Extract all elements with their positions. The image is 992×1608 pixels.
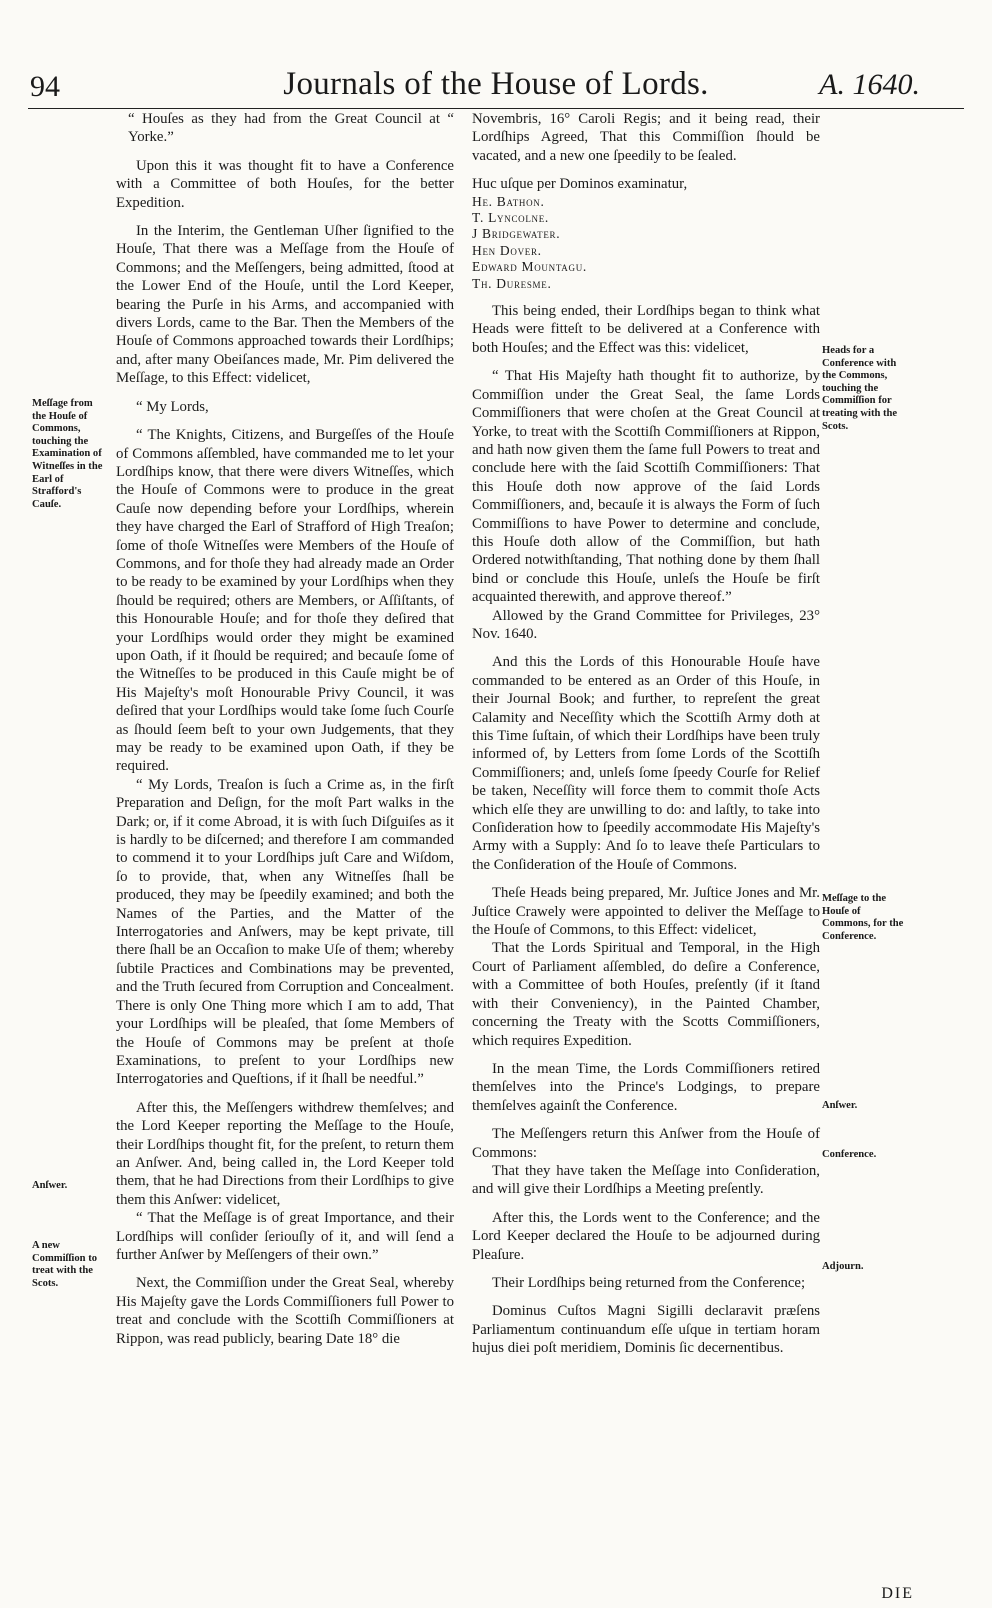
paragraph: After this, the Lords went to the Conference; and the Lord Keeper declared the Houſe to be adjourned during Pleaſure.: [472, 1209, 820, 1263]
paragraph: “ That the Meſſage is of great Importance, and their Lordſhips will conſider ſeriouſly of it, and will ſend a further Anſwer by Meſſengers of their own.”: [116, 1210, 454, 1263]
margin-note-conference: Conference.: [822, 1149, 877, 1160]
paragraph: Theſe Heads being prepared, Mr. Juſtice Jones and Mr. Juſtice Crawely were appointed to deliver the Meſſage to the Houſe of Commons, to this Effect: videlicet,: [472, 885, 820, 939]
paragraph: And this the Lords of this Honourable Houſe have commanded to be entered as an Order of this Houſe, in their Journal Book; and further, to repreſent the great Calamity and Neceſſity which the Scottiſh Army doth at this Time ſuſtain, of which their Lordſhips have been truly informed of, by Letters from ſome Lords of the Scottiſh Commiſſioners; and, unleſs ſome ſpeedy Courſe for Relief be taken, Neceſſity will force them to commit thoſe Acts which elſe they are unwilling to do: and laſtly, to take into Conſideration how to ſpeedily accommodate His Majeſty's Army with a Supply: And ſo to leave theſe Particulars to the Conſideration of the Houſe of Commons.: [472, 654, 820, 873]
signatories: [472, 194, 820, 292]
paragraph: In the Interim, the Gentleman Uſher ſignified to the Houſe, That there was a Meſſage from the Houſe of Commons; and the Meſſengers, being admitted, ſtood at the Lower End of the Houſe, until the Lord Keeper, bearing the Purſe in his Arms, and accompanied with divers Lords, came to the Bar. Then the Members of the Houſe of Commons approached towards their Lordſhips; and, after many Obeiſances made, Mr. Pim delivered the Meſſage, to this Effect: videlicet,: [116, 223, 454, 387]
paragraph: That the Lords Spiritual and Temporal, in the High Court of Parliament aſſembled, do deſire a Conference, with a Committee of both Houſes, preſently (if it ſtand with their Conveniency), in the Painted Chamber, concerning the Treaty with the Scotts Commiſſioners, which requires Expedition.: [472, 940, 820, 1049]
margin-note-new-commission: A new Commiſſion to treat with the Scots.: [32, 1240, 98, 1289]
paragraph: “ My Lords, Treaſon is ſuch a Crime as, in the firſt Preparation and Deſign, for the moſt Part walks in the Dark; or, if it come Abroad, it is with ſuch Diſguiſes as it is hardly to be diſcerned; and therefore I am commanded to commend it to your Lordſhips juſt Care and Wiſdom, ſo to provide, that, when any Witneſſes ſhall be produced, they may be ſpeedily examined; and both the Names of the Parties, and the Matter of the Interrogatories and Anſwers, may be kept private, till there ſhall be an Occaſion to make Uſe of them; whereby ſubtile Practices and Combinations may be prevented, and the Truth ſecured from Corruption and Concealment. There is only One Thing more which I am to add, That your Lordſhips will be pleaſed, that ſome Members of the Houſe of Commons may be preſent at thoſe Examinations, to preſent to your Lordſhips new Interrogatories and Queſtions, if it ſhall be needful.”: [116, 776, 454, 1088]
page-number: 94: [30, 70, 60, 103]
signatory: T. Lyncolne.: [472, 210, 550, 226]
paragraph: The Meſſengers return this Anſwer from the Houſe of Commons:: [472, 1126, 820, 1161]
paragraph: Next, the Commiſſion under the Great Seal, whereby His Majeſty gave the Lords Commiſſioners full Power to treat and conclude with the Scottiſh Commiſſioners at Rippon, was read publicly, bearing Date 18° die: [116, 1275, 454, 1347]
paragraph: After this, the Meſſengers withdrew themſelves; and the Lord Keeper reporting the Meſſage to the Houſe, their Lordſhips thought fit, for the preſent, to return them an Anſwer. And, being called in, the Lord Keeper told them, that he had Directions from their Lordſhips to give them this Anſwer: videlicet,: [116, 1099, 454, 1208]
paragraph: “ The Knights, Citizens, and Burgeſſes of the Houſe of Commons aſſembled, have commanded me to let your Lordſhips know, that there were divers Witneſſes, which the Houſe of Commons were to produce in the great Cauſe now depending before your Lordſhips, wherein they have charged the Earl of Strafford of High Treaſon; ſome of thoſe Witneſſes were Members of the Houſe of Commons, and for thoſe they had already made an Order to be ready to be examined by your Lordſhips when they ſhould be required; others are Members, or Aſſiſtants, of this Honourable Houſe; and for thoſe they deſired that your Lordſhips would order they might be examined upon Oath, if it ſhould be required; and becauſe ſome of the Witneſſes to be produced in this Cauſe might be of His Majeſty's moſt Honourable Privy Council, it was deſired that your Lordſhips would take ſome ſuch Courſe as ſhould ſeem beſt to your own Judgements, that they may be ready to be examined upon Oath, if they be required.: [116, 427, 454, 775]
right-column: [472, 110, 820, 1358]
paragraph: Novembris, 16° Caroli Regis; and it being read, their Lordſhips Agreed, That this Commiſſion ſhould be vacated, and a new one ſpeedily to be ſealed.: [472, 111, 820, 164]
margin-note-message-commons: Meſſage from the Houſe of Commons, touching the Examination of Witneſſes in the Earl of Strafford's Cauſe.: [32, 398, 103, 510]
left-column: [116, 110, 454, 1348]
signatory: J Bridgewater.: [472, 226, 561, 242]
paragraph: That they have taken the Meſſage into Conſideration, and will give their Lordſhips a Meeting preſently.: [472, 1162, 820, 1198]
signatory: Edward Mountagu.: [472, 259, 587, 275]
paragraph: “ My Lords,: [136, 398, 209, 415]
paragraph: This being ended, their Lordſhips began to think what Heads were fitteſt to be delivered at a Conference with both Houſes; and the Effect was this: videlicet,: [472, 303, 820, 356]
signatory: He. Bathon.: [472, 193, 545, 209]
margin-note-message-to-commons: Meſſage to the Houſe of Commons, for the Conference.: [822, 893, 904, 942]
paragraph: “ That His Majeſty hath thought fit to authorize, by Commiſſion under the Great Seal, the ſame Lords Commiſſioners that were choſen at the Great Council at Yorke, to treat with the Scottiſh Commiſſioners at Rippon, and hath now given them the ſame full Powers to treat and conclude here with the ſaid Scottiſh Commiſſioners: That this Houſe doth now approve of the ſaid Lords Commiſſioners, and, becauſe it is always the Form of ſuch Commiſſions to have Power to determine and conclude, this Houſe doth allow of the Commiſſion, but hath Ordered notwithſtanding, That nothing done by them ſhall bind or conclude this Houſe, unleſs the Houſe be firſt acquainted therewith, and approve thereof.”: [472, 368, 820, 606]
paragraph: In the mean Time, the Lords Commiſſioners retired themſelves into the Prince's Lodgings, to prepare themſelves againſt the Conference.: [472, 1060, 820, 1114]
paragraph: Their Lordſhips being returned from the Conference;: [492, 1274, 806, 1291]
running-title: Journals of the House of Lords.: [283, 66, 709, 102]
signatory: Th. Duresme.: [472, 275, 552, 291]
paragraph: Dominus Cuſtos Magni Sigilli declaravit præſens Parliamentum continuandum eſſe uſque in tertiam horam hujus diei poſt meridiem, Dominis ſic decernentibus.: [472, 1303, 820, 1357]
catchword: DIE: [881, 1585, 914, 1602]
examined-line: Huc uſque per Dominos examinatur,: [472, 176, 688, 193]
signatory: Hen Dover.: [472, 242, 542, 258]
paragraph: Upon this it was thought fit to have a Conference with a Committee of both Houſes, for the better Expedition.: [116, 157, 454, 211]
paragraph: Allowed by the Grand Committee for Privileges, 23° Nov. 1640.: [472, 607, 820, 642]
paragraph: “ Houſes as they had from the Great Council at “ Yorke.”: [128, 111, 454, 146]
running-year: A. 1640.: [819, 68, 920, 101]
margin-note-heads-conference: Heads for a Conference with the Commons, touching the Commiſſion for treating with the Scots.: [822, 345, 898, 432]
header-rule: [28, 108, 964, 109]
margin-note-adjourn: Adjourn.: [822, 1261, 864, 1272]
margin-note-answer-right: Anſwer.: [822, 1100, 858, 1111]
margin-note-answer: Anſwer.: [32, 1180, 68, 1191]
